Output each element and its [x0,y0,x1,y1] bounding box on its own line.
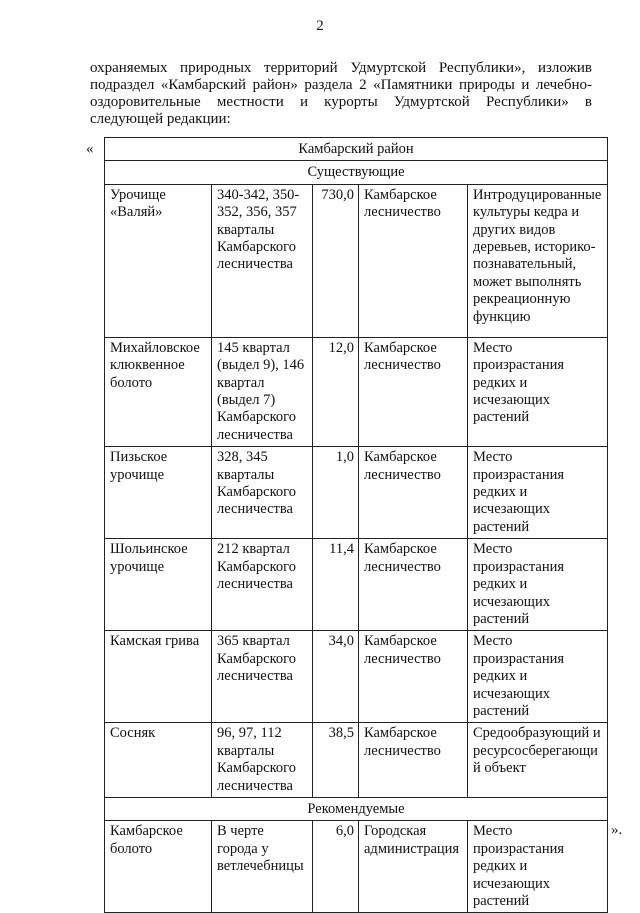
monument-purpose: Место произрастания редких и исчезающих растений [468,631,608,723]
nature-monuments-table [104,137,608,913]
existing-section-row [105,161,608,184]
closing-quote-mark: ». [611,822,623,838]
monument-purpose: Место произрастания редких и исчезающих растений [468,447,608,539]
monument-area: 1,0 [313,447,359,539]
monument-location: 340-342, 350-352, 356, 357 кварталы Камбарского лесничества [212,184,313,337]
monument-purpose: Средообразующий и ресурсосберегающий объект [468,723,608,798]
monument-name: Сосняк [105,723,212,798]
table-row [105,337,608,446]
monument-location: 328, 345 кварталы Камбарского лесничества [212,447,313,539]
monument-name: Михайловское клюквенное болото [105,337,212,446]
monument-location: В черте города у ветлечебницы [212,821,313,913]
recommended-section-row [105,797,608,820]
monument-name: Пизьское урочище [105,447,212,539]
table-row [105,447,608,539]
monument-owner: Камбарское лесничество [359,337,468,446]
monument-purpose: Место произрастания редких и исчезающих растений [468,821,608,913]
district-header-row [105,138,608,161]
monument-owner: Камбарское лесничество [359,539,468,631]
monument-area: 6,0 [313,821,359,913]
monument-purpose: Интродуцированные культуры кедра и других видов деревьев, историко-познавательный, может выполнять рекреационную функцию [468,184,608,337]
monument-location: 96, 97, 112 кварталы Камбарского лесничества [212,723,313,798]
recommended-section-title: Рекомендуемые [105,797,608,820]
monument-name: Камская грива [105,631,212,723]
page-number: 2 [316,18,324,34]
monument-owner: Городская администрация [359,821,468,913]
monument-owner: Камбарское лесничество [359,447,468,539]
table-row [105,184,608,337]
monument-area: 730,0 [313,184,359,337]
monument-owner: Камбарское лесничество [359,184,468,337]
monument-location: 212 квартал Камбарского лесничества [212,539,313,631]
monument-area: 11,4 [313,539,359,631]
opening-quote-mark: « [86,141,94,157]
intro-paragraph: охраняемых природных территорий Удмуртской Республики», изложив подраздел «Камбарский район» раздела 2 «Памятники природы и лечебно-оздоровительные местности и курорты Удмуртской Республики» в следующей редакции: [90,60,592,127]
monument-name: Урочище «Валяй» [105,184,212,337]
monument-area: 38,5 [313,723,359,798]
monument-purpose: Место произрастания редких и исчезающих растений [468,539,608,631]
monument-name: Камбарское болото [105,821,212,913]
monument-location: 365 квартал Камбарского лесничества [212,631,313,723]
monument-owner: Камбарское лесничество [359,631,468,723]
monument-area: 12,0 [313,337,359,446]
table-row [105,631,608,723]
table-row [105,539,608,631]
district-title: Камбарский район [105,138,608,161]
monument-purpose: Место произрастания редких и исчезающих растений [468,337,608,446]
monument-name: Шольинское урочище [105,539,212,631]
monument-area: 34,0 [313,631,359,723]
table-row [105,821,608,913]
monument-location: 145 квартал (выдел 9), 146 квартал (выдел 7) Камбарского лесничества [212,337,313,446]
table-row [105,723,608,798]
existing-section-title: Существующие [105,161,608,184]
monument-owner: Камбарское лесничество [359,723,468,798]
